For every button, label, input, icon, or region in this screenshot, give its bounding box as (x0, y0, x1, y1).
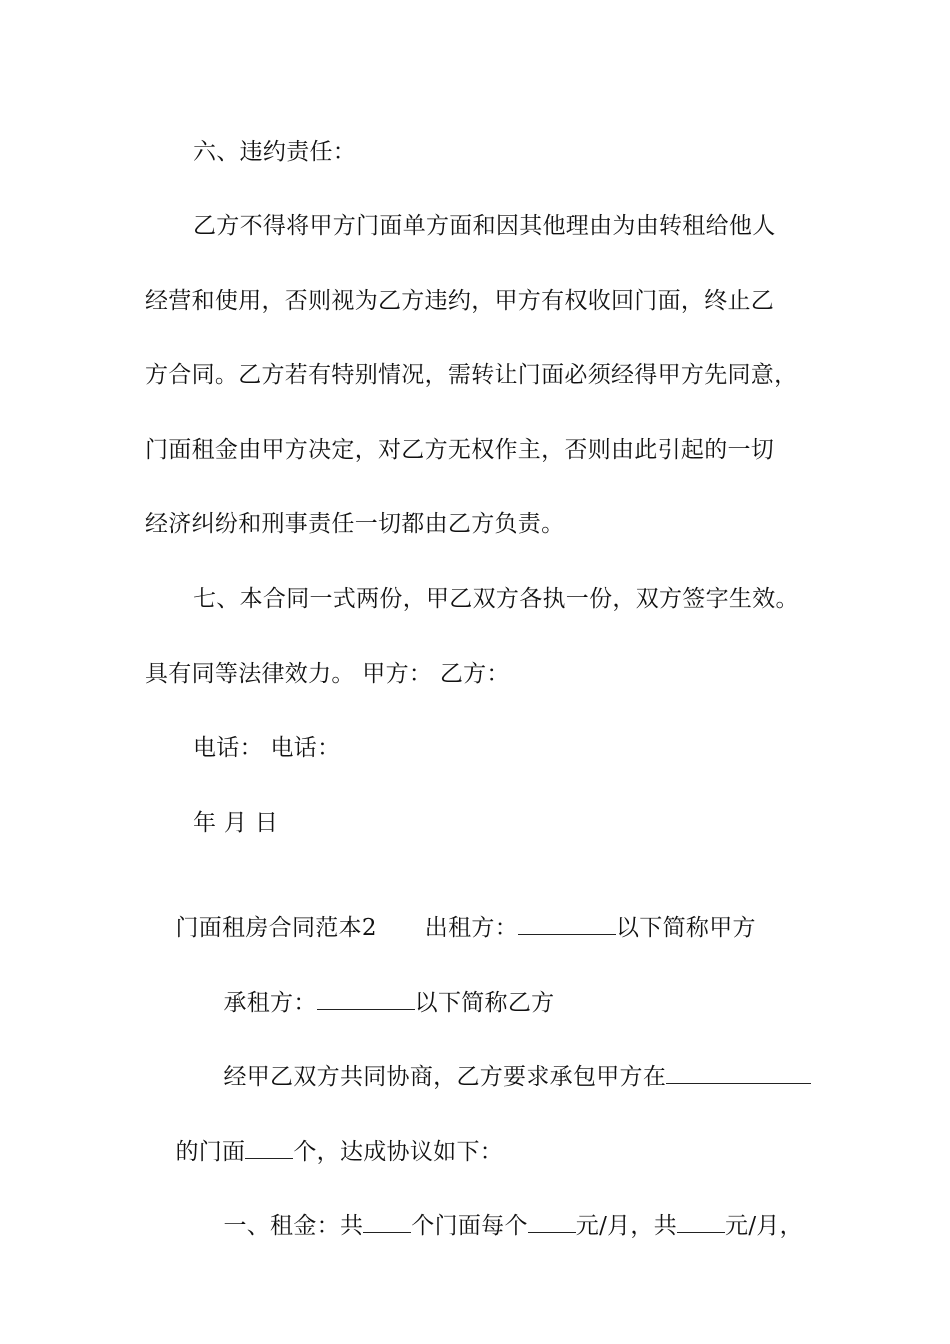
rent-total-blank (677, 1210, 725, 1233)
phone-line: 电话： 电话： (193, 735, 341, 761)
section-heading-copies: 七、本合同一式两份，甲乙双方各执一份，双方签字生效。 (193, 586, 799, 612)
paragraph-line: 门面租金由甲方决定，对乙方无权作主，否则由此引起的一切 (145, 437, 775, 463)
rent-count-blank (363, 1210, 411, 1233)
paragraph-line: 方合同。乙方若有特别情况，需转让门面必须经得甲方先同意， (145, 362, 798, 388)
paragraph-line: 经营和使用，否则视为乙方违约，甲方有权收回门面，终止乙 (145, 288, 775, 314)
paragraph-line: 乙方不得将甲方门面单方面和因其他理由为由转租给他人 (193, 213, 776, 239)
lessor-label: 出租方： (424, 915, 518, 941)
intro-text: 经甲乙双方共同协商，乙方要求承包甲方在 (223, 1064, 667, 1090)
rent-each-blank (528, 1210, 576, 1233)
count-blank (245, 1136, 293, 1159)
lessee-blank (317, 987, 415, 1010)
signature-parties-line: 具有同等法律效力。 甲方： 乙方： (145, 661, 510, 687)
date-line: 年 月 日 (193, 810, 279, 836)
rent-part3: 元/月，共 (575, 1213, 678, 1239)
lessee-suffix: 以下简称乙方 (414, 990, 555, 1016)
lessee-label: 承租方： (223, 990, 317, 1016)
section-heading-breach: 六、违约责任： (193, 139, 357, 165)
location-blank (666, 1061, 811, 1084)
lessor-suffix: 以下简称甲方 (616, 915, 756, 941)
intro2-prefix: 的门面 (175, 1139, 246, 1165)
rent-line (193, 1180, 803, 1271)
contract2-title: 门面租房合同范本2 (175, 915, 377, 941)
rent-part2: 个门面每个 (411, 1213, 528, 1239)
rent-part1: 一、租金：共 (223, 1213, 364, 1239)
lessor-blank (518, 912, 616, 935)
intro2-suffix: 个，达成协议如下： (293, 1139, 504, 1165)
rent-part4: 元/月， (725, 1213, 803, 1239)
paragraph-line: 经济纠纷和刑事责任一切都由乙方负责。 (145, 511, 565, 537)
